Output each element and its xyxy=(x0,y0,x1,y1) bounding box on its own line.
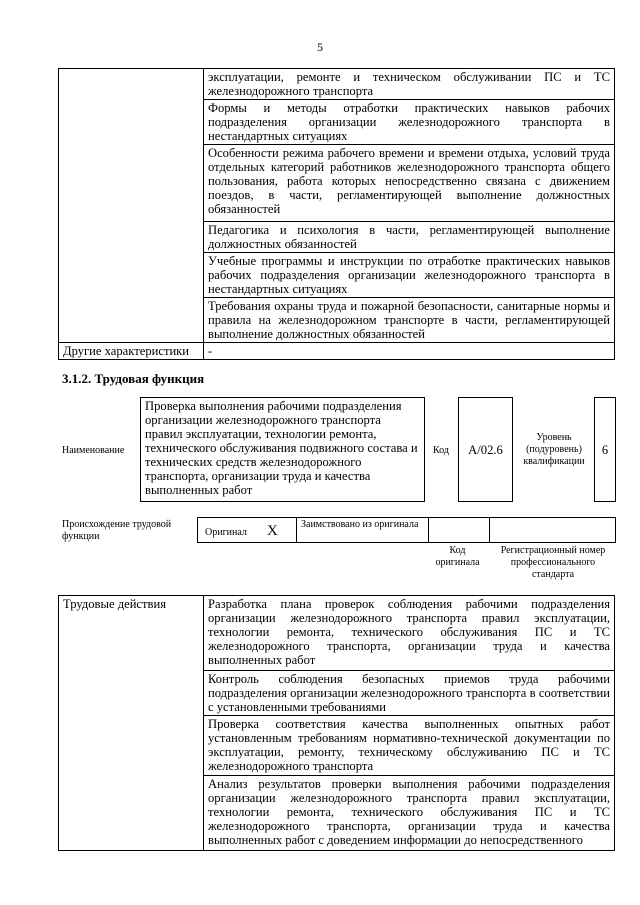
knowledge-row: Особенности режима рабочего времени и времени отдыха, условий труда отдельных категорий работников железнодорожного транспорта общего пользования, работа которых непосредственно связана с движением поездов, в части, регламентирующей выполнение должностных обязанностей xyxy=(204,145,615,222)
name-label: Наименование xyxy=(62,445,125,456)
knowledge-table xyxy=(58,68,615,360)
reg-caption: Регистрационный номер профессионального стандарта xyxy=(500,545,606,580)
level-value: 6 xyxy=(594,397,616,502)
level-label: Уровень (подуровень) квалификации xyxy=(523,432,585,467)
section-heading: 3.1.2. Трудовая функция xyxy=(62,371,205,386)
other-characteristics-value: - xyxy=(204,343,615,360)
actions-label: Трудовые действия xyxy=(59,596,204,851)
page-number: 5 xyxy=(317,40,323,54)
origin-row xyxy=(197,517,616,543)
empty-label-cell xyxy=(59,69,204,343)
code-caption: Код оригинала xyxy=(435,545,480,568)
code-value: A/02.6 xyxy=(458,397,513,502)
divider xyxy=(428,517,429,543)
knowledge-row: Учебные программы и инструкции по отработке практических навыков рабочих подразделения организации железнодорожного транспорта в нестандартных ситуациях xyxy=(204,253,615,298)
knowledge-row: Педагогика и психология в части, регламентирующей выполнение должностных обязанностей xyxy=(204,222,615,253)
borrowed-label: Заимствовано из оригинала xyxy=(301,519,419,530)
action-row: Анализ результатов проверки выполнения рабочими подразделения организации железнодорожного транспорта правил эксплуатации, технологии ремонта, технического обслуживания ПС и ТС железнодорожного транспорта, организации труда и качества выполненных работ с доведением информации до непосредственного xyxy=(204,776,615,851)
knowledge-row: Формы и методы отработки практических навыков рабочих подразделения организации железнодорожного транспорта в нестандартных ситуациях xyxy=(204,100,615,145)
actions-table xyxy=(58,595,615,851)
knowledge-row: эксплуатации, ремонте и техническом обслуживании ПС и ТС железнодорожного транспорта xyxy=(204,69,615,100)
action-row: Проверка соответствия качества выполненных опытных работ установленным требованиям нормативно-технической документации по эксплуатации, ремонту, техническому обслуживанию ПС и ТС железнодорожного транспорта xyxy=(204,716,615,776)
divider xyxy=(296,517,297,543)
code-label: Код xyxy=(433,445,449,456)
action-row: Разработка плана проверок соблюдения рабочими подразделения организации железнодорожного транспорта правил эксплуатации, технологии ремонта, технического обслуживания ПС и ТС железнодорожного транспорта, организации труда и качества выполненных работ xyxy=(204,596,615,671)
action-row: Контроль соблюдения безопасных приемов труда рабочими подразделения организации железнодорожного транспорта в соответствии с установленными требованиями xyxy=(204,671,615,716)
origin-label: Происхождение трудовой функции xyxy=(62,519,172,542)
original-mark: X xyxy=(267,523,278,539)
other-characteristics-label: Другие характеристики xyxy=(59,343,204,360)
divider xyxy=(489,517,490,543)
function-name: Проверка выполнения рабочими подразделения организации железнодорожного транспорта правил эксплуатации, технологии ремонта, технического обслуживания подвижного состава и технических средств железнодорожного транспорта, организации труда и качества выполненных работ xyxy=(140,397,425,502)
original-label: Оригинал xyxy=(205,527,247,538)
knowledge-row: Требования охраны труда и пожарной безопасности, санитарные нормы и правила на железнодорожном транспорте в части, регламентирующей выполнение должностных обязанностей xyxy=(204,298,615,343)
